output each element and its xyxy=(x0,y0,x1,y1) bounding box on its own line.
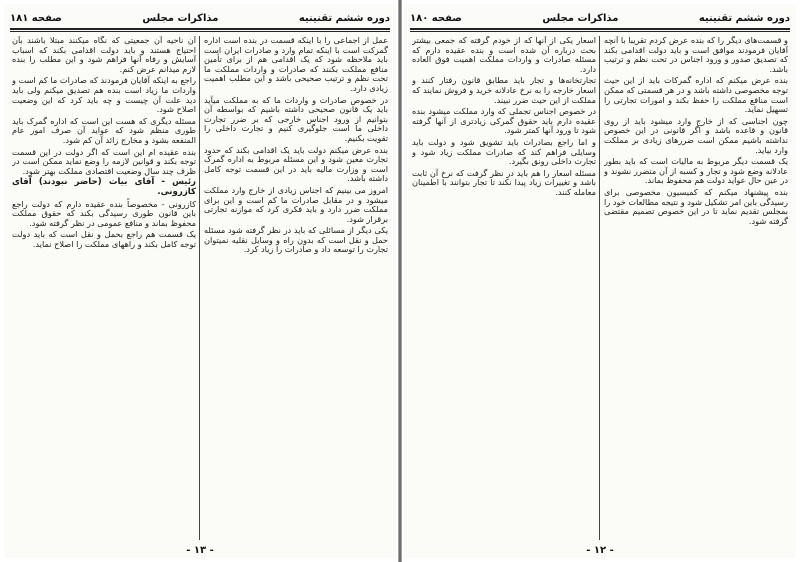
paragraph: یک قسمت دیگر مربوط به مالیات است که باید بطور عادلانه وضع شود و تجار و کسبه از آن متضرر نشوند و در عین حال عواید دولت هم محفوظ بماند. xyxy=(604,156,788,186)
paragraph: در خصوص اجناس تجملی که وارد مملکت میشود بنده عقیده دارم باید حقوق گمرکی زیادتری از آنها گرفته شود تا ورود آنها کمتر شود. xyxy=(412,106,596,136)
left-page-header xyxy=(10,10,390,26)
book-spine xyxy=(398,0,402,562)
left-header-journal: مذاکرات مجلس xyxy=(142,12,219,24)
right-header-session: دوره ششم تقنینیه xyxy=(698,12,790,24)
left-header-page-label: صفحه ۱۸۱ xyxy=(10,12,62,24)
right-page-number: - ۱۲ - xyxy=(586,545,614,556)
right-page-header xyxy=(410,10,790,26)
paragraph: مسئله دیگری که هست این است که اداره گمرک باید طوری منظم شود که عواید آن صرف امور عام المنفعه بشود و مخارج زائد آن کم شود. xyxy=(12,115,196,145)
paragraph: بنده عقیده ام این است که اگر دولت در این قسمت توجه بکند و قوانین لازمه را وضع نماید ممکن است در ظرف چند سال وضعیت اقتصادی مملکت بهتر شود. xyxy=(12,146,196,176)
left-header-session: دوره ششم تقنینیه xyxy=(298,12,390,24)
column-divider xyxy=(599,36,600,540)
paragraph: بنده پیشنهاد میکنم که کمیسیون مخصوصی برای رسیدگی باین امر تشکیل شود و نتیجه مطالعات خود را بمجلس تقدیم نماید تا در این خصوص تصمیم مقتضی گرفته شود. xyxy=(604,186,788,226)
paragraph: اسعار یکی از آنها که از خودم گرفته که جمعی بیشتر بحث درباره آن شده است و بنده عقیده دارم که مسئله صادرات و واردات مملکت اهمیت فوق العاده دارد. xyxy=(412,36,596,74)
paragraph: در خصوص صادرات و واردات ما که به مملکت میآید باید یک قانون صحیحی داشته باشیم که بواسطه آن بتوانیم از ورود اجناس خارجی که بر ضرر تجارت داخلی ما است جلوگیری کنیم و تجارت داخلی را تقویت بکنیم. xyxy=(204,94,388,143)
paragraph: چون اجناسی که از خارج وارد میشود باید از روی قانون و قاعده باشد و اگر قانونی در این خصوص نداشته باشیم ممکن است ضررهای زیادی بر مملکت وارد بیاید. xyxy=(604,115,788,155)
column-divider xyxy=(199,36,200,540)
paragraph: یکی دیگر از مسائلی که باید در نظر گرفته شود مسئله حمل و نقل است که بدون راه و وسایل نقلیه نمیتوان تجارت را توسعه داد و صادرات را زیاد کرد. xyxy=(204,225,388,255)
paragraph: بنده عرض میکنم که اداره گمرکات باید از این حیث توجه مخصوصی داشته باشد و در هر قسمتی که ممکن است منافع مملکت را حفظ بکند و امورات تجارتی را تسهیل نماید. xyxy=(604,75,788,115)
paragraph: مسئله اسعار را هم باید در نظر گرفت که نرخ آن ثابت باشد و تغییرات زیاد پیدا نکند تا تجار بتوانند با اطمینان معامله کنند. xyxy=(412,167,596,197)
right-page-left-column xyxy=(412,36,596,540)
header-rule xyxy=(10,31,390,32)
paragraph: و اما راجع بصادرات باید تشویق شود و دولت باید وسایلی فراهم کند که صادرات مملکت زیاد شود و تجارت داخلی رونق بگیرد. xyxy=(412,136,596,167)
paragraph: کازرونی - مخصوصاً بنده عقیده دارم که دولت راجع باین قانون طوری رسیدگی بکند که حقوق مملکت محفوظ بماند و منافع عمومی در نظر گرفته شود. xyxy=(12,198,196,228)
right-header-page-label: صفحه ۱۸۰ xyxy=(410,12,462,24)
left-page-number: - ۱۳ - xyxy=(186,545,214,556)
paragraph: و قسمت‌های دیگر را که بنده عرض کردم تقریباً با آنچه آقایان فرمودند موافق است و باید دولت اقدامی بکند که تصدیق صدور و ورود اجناس در تحت نظم و ترتیب باشد. xyxy=(604,36,788,74)
header-rule xyxy=(410,31,790,32)
header-rule xyxy=(10,28,390,30)
speaker-subhead: رئیس - آقای بیات (حاضر نبودند) آقای کازرونی. xyxy=(12,177,196,197)
right-page-right-column xyxy=(604,36,788,540)
right-header-journal: مذاکرات مجلس xyxy=(542,12,619,24)
left-page-right-column xyxy=(204,36,388,540)
paragraph: عمل از اجماعی را با اینکه قسمت در بنده است اداره گمرکت است با اینکه تمام وارد و صادرات ایران است باید ملاحظه شود که یک اقدامی هم از برای تأمین منافع مملکت بکنند که صادرات و واردات مملکت ما تحت نظم و ترتیب صحیحی باشد و این مطلب اهمیت زیادی دارد. xyxy=(204,36,388,93)
paragraph: تجارتخانه‌ها و تجار باید مطابق قانون رفتار کنند و اسعار خارجه را به نرخ عادلانه خرید و فروش نمایند که مملکت از این حیث ضرر نبیند. xyxy=(412,75,596,105)
left-page xyxy=(4,4,396,558)
paragraph: آن ناحیه آن جمعیتی که نگاه میکنند مبتلا باشند بآن احتیاج هستند و باید دولت اقدامی بکند که اسباب آسایش و رفاه آنها فراهم شود و این مطلب را بنده لازم میدانم عرض کنم. xyxy=(12,36,196,74)
header-rule xyxy=(410,28,790,30)
paragraph: بنده عرض میکنم دولت باید یک اقدامی بکند که حدود تجارت معین شود و این مسئله مربوط به اداره گمرک است و وزارت مالیه باید در این قسمت توجه کامل داشته باشد. xyxy=(204,144,388,184)
right-page xyxy=(404,4,796,558)
paragraph: یک قسمت هم راجع بحمل و نقل است که باید دولت توجه کامل بکند و راههای مملکت را اصلاح نماید. xyxy=(12,229,196,249)
paragraph: راجع به اینکه آقایان فرمودند که صادرات ما کم است و واردات ما زیاد است بنده هم تصدیق میکنم ولی باید دید علت آن چیست و چه باید کرد که این وضعیت اصلاح شود. xyxy=(12,75,196,115)
left-page-left-column xyxy=(12,36,196,540)
paragraph: امروز می بینیم که اجناس زیادی از خارج وارد مملکت میشود و در مقابل صادرات ما کم است و این برای مملکت ضرر دارد و باید فکری کرد که موازنه تجارتی برقرار شود. xyxy=(204,184,388,224)
